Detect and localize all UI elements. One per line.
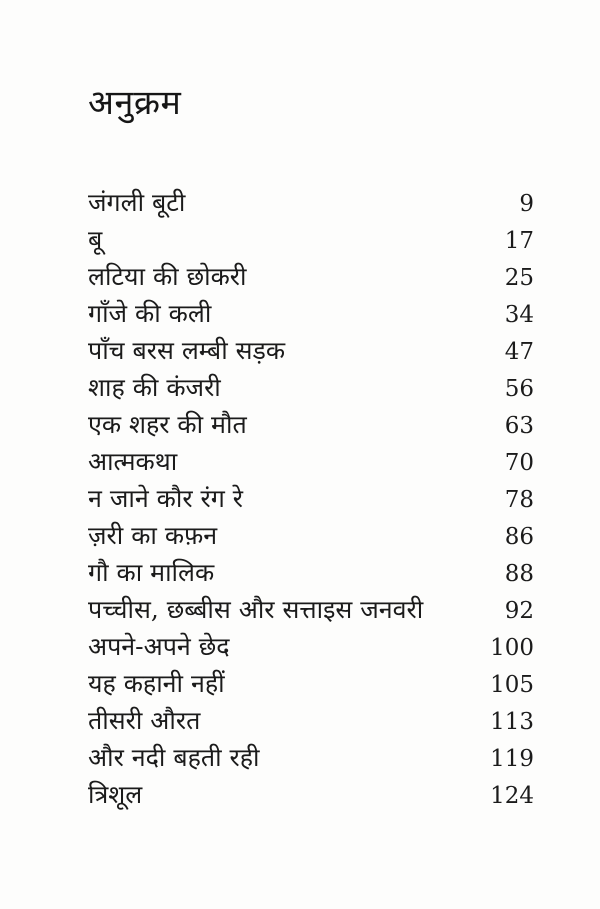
toc-entry-title: पाँच बरस लम्बी सड़क (88, 336, 286, 365)
toc-entry-page: 78 (504, 487, 534, 513)
toc-entry-title: आत्मकथा (88, 447, 178, 476)
toc-entry (88, 702, 534, 739)
toc-entry-page: 25 (504, 265, 534, 291)
toc-entry-title: पच्चीस, छब्बीस और सत्ताइस जनवरी (88, 595, 424, 624)
toc-entry (88, 665, 534, 702)
toc-entry (88, 221, 534, 258)
toc-entry-title: त्रिशूल (88, 780, 143, 809)
toc-entry-page: 17 (504, 228, 534, 254)
toc-entry (88, 258, 534, 295)
toc-entry-page: 92 (504, 598, 534, 624)
toc-entry (88, 628, 534, 665)
toc-entry (88, 369, 534, 406)
toc-entry-title: लटिया की छोकरी (88, 262, 247, 291)
toc-entry-title: और नदी बहती रही (88, 743, 260, 772)
toc-entry-title: अपने-अपने छेद (88, 632, 230, 661)
toc-entry-page: 119 (490, 746, 534, 772)
toc-entry (88, 591, 534, 628)
toc-entry (88, 554, 534, 591)
contents-heading: अनुक्रम (88, 83, 182, 123)
toc-list (88, 184, 534, 813)
toc-entry-title: गौ का मालिक (88, 558, 215, 587)
toc-entry-title: ज़री का कफ़न (88, 521, 218, 550)
toc-entry-title: जंगली बूटी (88, 188, 186, 217)
toc-entry-page: 9 (519, 191, 534, 217)
toc-entry-title: शाह की कंजरी (88, 373, 221, 402)
toc-entry-title: गाँजे की कली (88, 299, 212, 328)
toc-entry (88, 480, 534, 517)
toc-entry-page: 70 (504, 450, 534, 476)
toc-entry (88, 295, 534, 332)
toc-entry-page: 105 (490, 672, 534, 698)
toc-entry-title: यह कहानी नहीं (88, 669, 225, 698)
toc-entry-page: 56 (504, 376, 534, 402)
toc-entry-page: 34 (504, 302, 534, 328)
toc-entry-page: 124 (490, 783, 534, 809)
toc-entry-page: 86 (504, 524, 534, 550)
toc-entry (88, 517, 534, 554)
toc-entry (88, 406, 534, 443)
toc-entry-page: 88 (504, 561, 534, 587)
toc-entry-title: बू (88, 225, 103, 254)
toc-entry-page: 63 (504, 413, 534, 439)
toc-entry-title: न जाने कौर रंग रे (88, 484, 243, 513)
toc-entry (88, 443, 534, 480)
toc-entry-page: 113 (490, 709, 534, 735)
toc-entry-page: 47 (504, 339, 534, 365)
toc-entry (88, 332, 534, 369)
toc-entry (88, 739, 534, 776)
toc-entry-title: तीसरी औरत (88, 706, 201, 735)
toc-entry (88, 184, 534, 221)
toc-entry (88, 776, 534, 813)
toc-entry-page: 100 (490, 635, 534, 661)
toc-entry-title: एक शहर की मौत (88, 410, 247, 439)
